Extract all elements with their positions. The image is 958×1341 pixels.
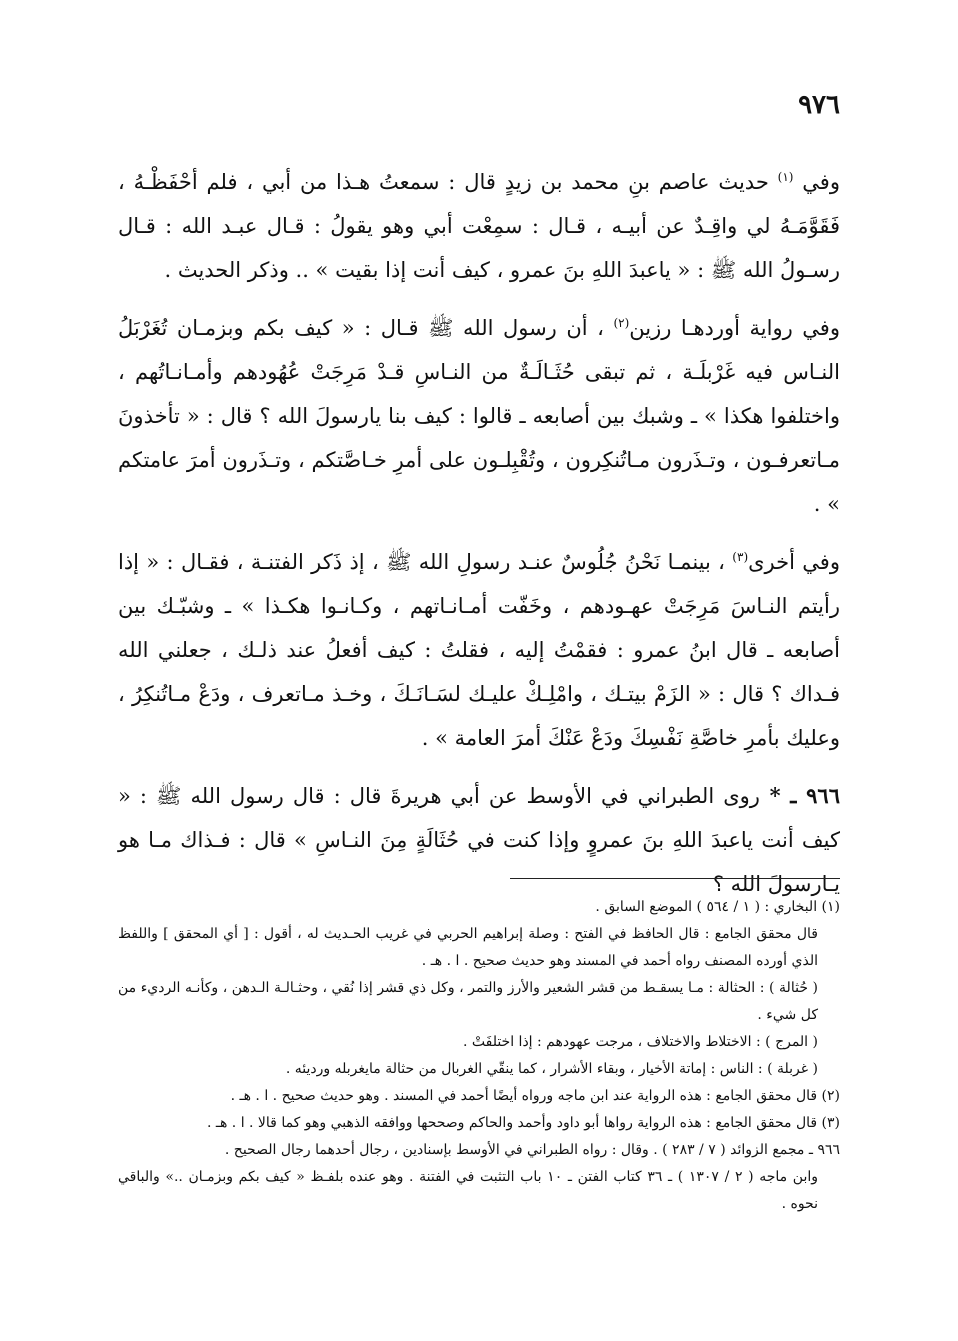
paragraph-text: ، أن رسول الله ﷺ قـال : « كيف بكم وبزمـان تُغَرْبَلُ النـاس فيه غَرْبلَـة ، ثم تبقى حُثَـالَـةٌ من النـاسِ قـدْ مَرِجَتْ عُهُودهم وأمـانـاتُهم ، واختلفوا هكذا » ـ وشبك بين أصابعه ـ قالوا : كيف بنا يارسولَ الله ؟ قال : « تأخذونَ مـاتعرفـون ، وتـذَرون مـاتُنكِرون ، وتُقْبِلـون على أمرِ خـاصَّتكم ، وتـذَرون أمرَ عامتكم » .	[118, 316, 840, 516]
footnote-3: (٣) قال محقق الجامع : هذه الرواية رواها أبو داود وأحمد والحاكم وصححها ووافقه الذهبي وهو كما قالا . ا . هـ .	[206, 1115, 840, 1131]
paragraph-other-narration	[118, 540, 840, 760]
footnote-1-investigator-note: قال محقق الجامع : قال الحافظ في الفتح : وصلة إبراهيم الحربي في غريب الحـديث له ، أقول : [ أي المحقق ] واللفظ الذي أورده المصنف رواه أحمد في المسند وهو حديث صحيح . ا . هـ .	[118, 926, 818, 969]
paragraph-text: ، بينمـا نَحْنُ جُلُوسٌ عنـد رسولِ الله ﷺ ، إذ ذَكر الفتنـة ، فقـال : « إذا رأيتم النـاسَ مَرِجَتْ عهـودهم ، وخَفّت أمـانـاتهم ، وكـانـوا هكـذا » ـ وشبّـك بين أصابعه ـ قال ابنُ عمرو : فقمْتُ إليه ، فقلتُ : كيف أفعلُ عند ذلـك ، جعلني الله فـداك ؟ قال : « الزَمْ بيتـك ، وامْلِـكْ عليـك لسَـانَـكَ ، وخـذ مـاتعرف ، ودَعْ مـاتُنكِرُ ، وعليك بأمرِ خاصَّةِ نَفْسِكَ ودَعْ عَنْكَ أمرَ العامة » .	[118, 550, 840, 750]
paragraph-razin-narration	[118, 306, 840, 526]
footnote-966: ٩٦٦ ـ مجمع الزوائد ( ٧ / ٢٨٣ ) . وقال : رواه الطبراني في الأوسط بإسنادين ، رجال أحدهما رجال الصحيح .	[224, 1142, 840, 1158]
footnote-1-definition-huthala: ( حُثالة ) : الحثالة : مـا يسقـط من قشر الشعير والأرز والتمر ، وكل ذي قشر إذا نُقي ، وحثـالـة الـدهن ، وكأنـه الرديء من كل شيء .	[118, 980, 818, 1023]
footnote-2: (٢) قال محقق الجامع : هذه الرواية عند ابن ماجه ورواه أيضًا أحمد في المسند . وهو حديث صحيح . ا . هـ .	[230, 1088, 840, 1104]
footnote-ref-3[interactable]: (٣)	[732, 550, 749, 564]
paragraph-text: روى الطبراني في الأوسط عن أبي هريرةَ قال : قال رسول الله ﷺ : « كيف أنت ياعبدَ اللهِ بنَ عمروٍ وإذا كنت في حُثَالَةٍ مِنَ النـاسِ » قال : فـذاك مـا هو يـارسولَ الله ؟	[118, 784, 840, 896]
footnote-1-definition-marj: ( المرج ) : الاختلاط والاختلاف ، مرجت عهودهم : إذا اختلفَتْ .	[462, 1034, 818, 1050]
paragraph-text: حديث عاصم بنِ محمد بن زيدٍ قال : سمعتُ هـذا من أبي ، فلم أحْفَظْـهُ ، فَقَوَّمَـهُ لي واقِـدٌ عن أبيـه ، قـال : سمِعْت أبي وهو يقولُ : قـال عبـد الله : قـال رسـولُ الله ﷺ : « ياعبدَ اللهِ بنَ عمرو ، كيف أنت إذا بقيت » .. وذكر الحديث .	[118, 170, 840, 282]
footnote-divider	[510, 878, 840, 879]
paragraph-lead: وفي رواية أوردهـا رزين	[629, 316, 840, 340]
footnote-1: (١) البخاري : ( ١ / ٥٦٤ ) الموضع السابق .	[595, 899, 840, 915]
page-number: ٩٧٦	[798, 90, 840, 120]
main-text	[118, 160, 840, 906]
footnote-1-definition-gharbala: ( غربلة ) : الناس : إماتة الأخيار ، وبقاء الأشرار ، كما ينقّي الغربال من حثالة مايغربله ورديئه .	[285, 1061, 818, 1077]
paragraph-hadith-asim	[118, 160, 840, 292]
paragraph-hadith-966	[118, 774, 840, 906]
footnote-ref-1[interactable]: (١)	[777, 170, 794, 184]
paragraph-lead: وفي	[793, 170, 840, 194]
footnote-ref-2[interactable]: (٢)	[613, 316, 630, 330]
hadith-number: ٩٦٦ ـ *	[759, 783, 840, 808]
footnotes	[118, 894, 840, 1218]
paragraph-lead: وفي أخرى	[748, 550, 840, 574]
footnote-966-ibn-majah: وابن ماجه ( ٢ / ١٣٠٧ ) ـ ٣٦ كتاب الفتن ـ ١٠ باب التثبت في الفتنة . وهو عنده بلفـظ « كيف بكم وبزمـان ..» والباقي نحوه .	[118, 1169, 818, 1212]
